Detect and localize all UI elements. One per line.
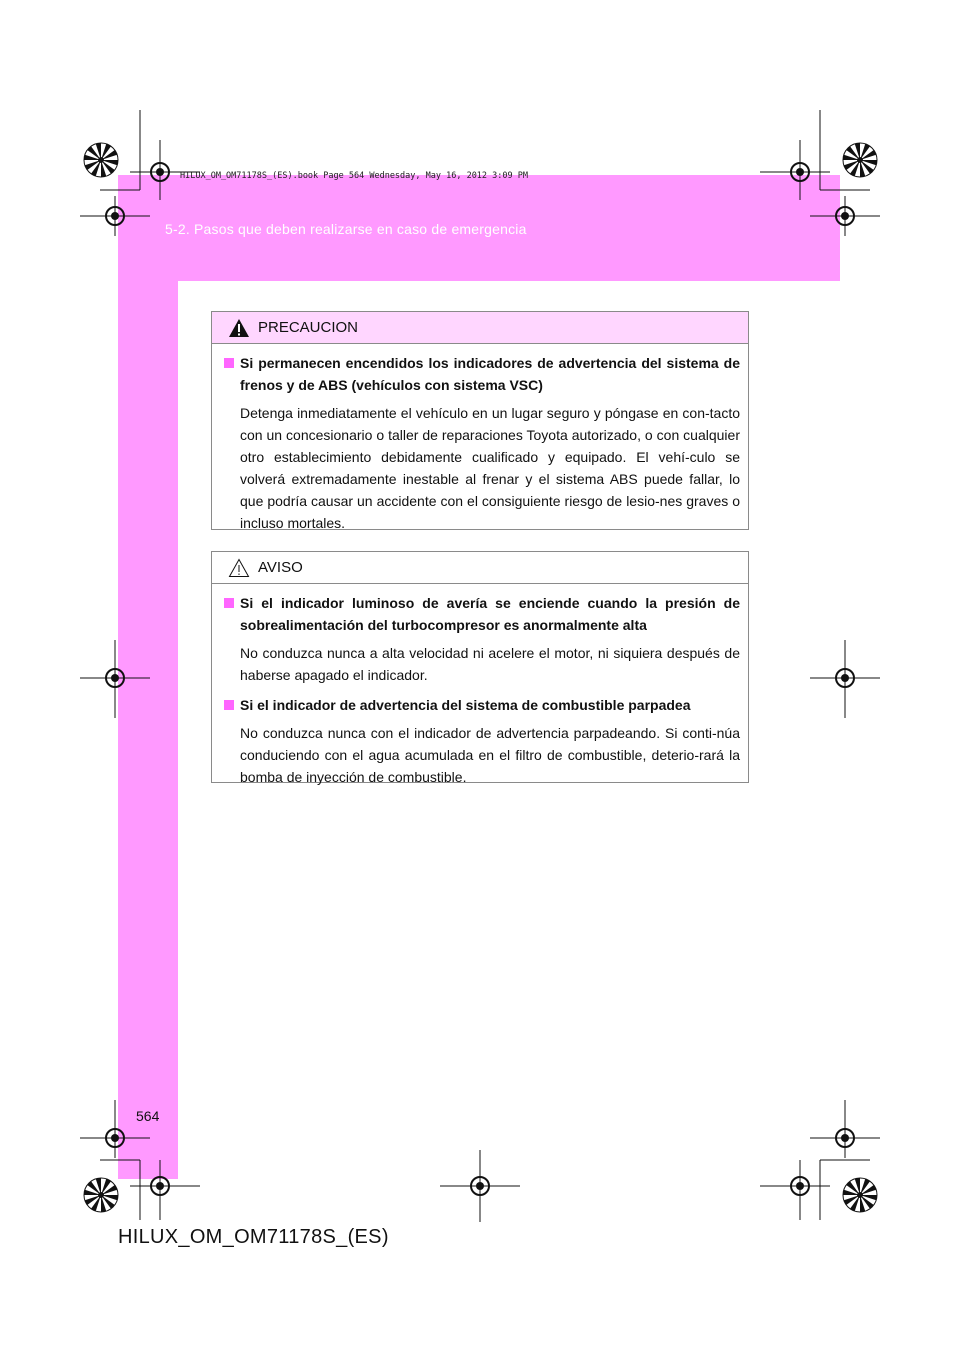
notice-item [224,694,740,788]
section-title: 5-2. Pasos que deben realizarse en caso de emergencia [165,221,527,237]
caution-box-header [212,312,748,344]
notice-item [224,592,740,686]
warning-triangle-filled-icon [228,318,250,338]
notice-item-heading: Si el indicador de advertencia del sistema de combustible parpadea [240,697,691,713]
sidebar-band [118,281,178,1179]
caution-item [224,352,740,534]
caution-item-heading: Si permanecen encendidos los indicadores de advertencia del sistema de frenos y de ABS (vehículos con sistema VSC) [240,355,740,393]
warning-triangle-outline-icon [228,558,250,578]
radial-starburst-icon [84,1178,118,1212]
caution-box [211,311,749,530]
registration-mark-icon [825,658,865,698]
book-meta-line: HILUX_OM_OM71178S_(ES).book Page 564 Wednesday, May 16, 2012 3:09 PM [180,171,528,181]
notice-box-header [212,552,748,584]
radial-starburst-icon [843,143,877,177]
radial-starburst-icon [843,1178,877,1212]
bullet-square [224,358,234,368]
notice-item-heading: Si el indicador luminoso de avería se enciende cuando la presión de sobrealimentación del turbocompresor es anormalmente alta [240,595,740,633]
bullet-square [224,700,234,710]
registration-mark-icon [780,1166,820,1206]
caution-item-text: Detenga inmediatamente el vehículo en un lugar seguro y póngase en con-tacto con un concesionario o taller de reparaciones Toyota autorizado, o con cualquier otro establecimiento debidamente cualificado y equipado. El vehí-culo se volverá extremadamente inestable al frenar y el sistema ABS puede fallar, lo que podría causar un accidente con el consiguiente riesgo de lesio-nes graves o incluso mortales. [240,405,740,531]
notice-item-text: No conduzca nunca a alta velocidad ni acelere el motor, ni siquiera después de haberse apagado el indicador. [240,645,740,683]
document-id: HILUX_OM_OM71178S_(ES) [118,1226,389,1248]
registration-mark-icon [460,1166,500,1206]
page-number: 564 [136,1108,160,1124]
notice-box [211,551,749,783]
notice-item-text: No conduzca nunca con el indicador de advertencia parpadeando. Si conti-núa conduciendo con el agua acumulada en el filtro de combustible, deterio-rará la bomba de inyección de combustible. [240,725,740,785]
bullet-square [224,598,234,608]
notice-box-title: AVISO [258,559,303,576]
registration-mark-icon [825,1118,865,1158]
caution-box-title: PRECAUCION [258,319,359,336]
radial-starburst-icon [84,143,118,177]
